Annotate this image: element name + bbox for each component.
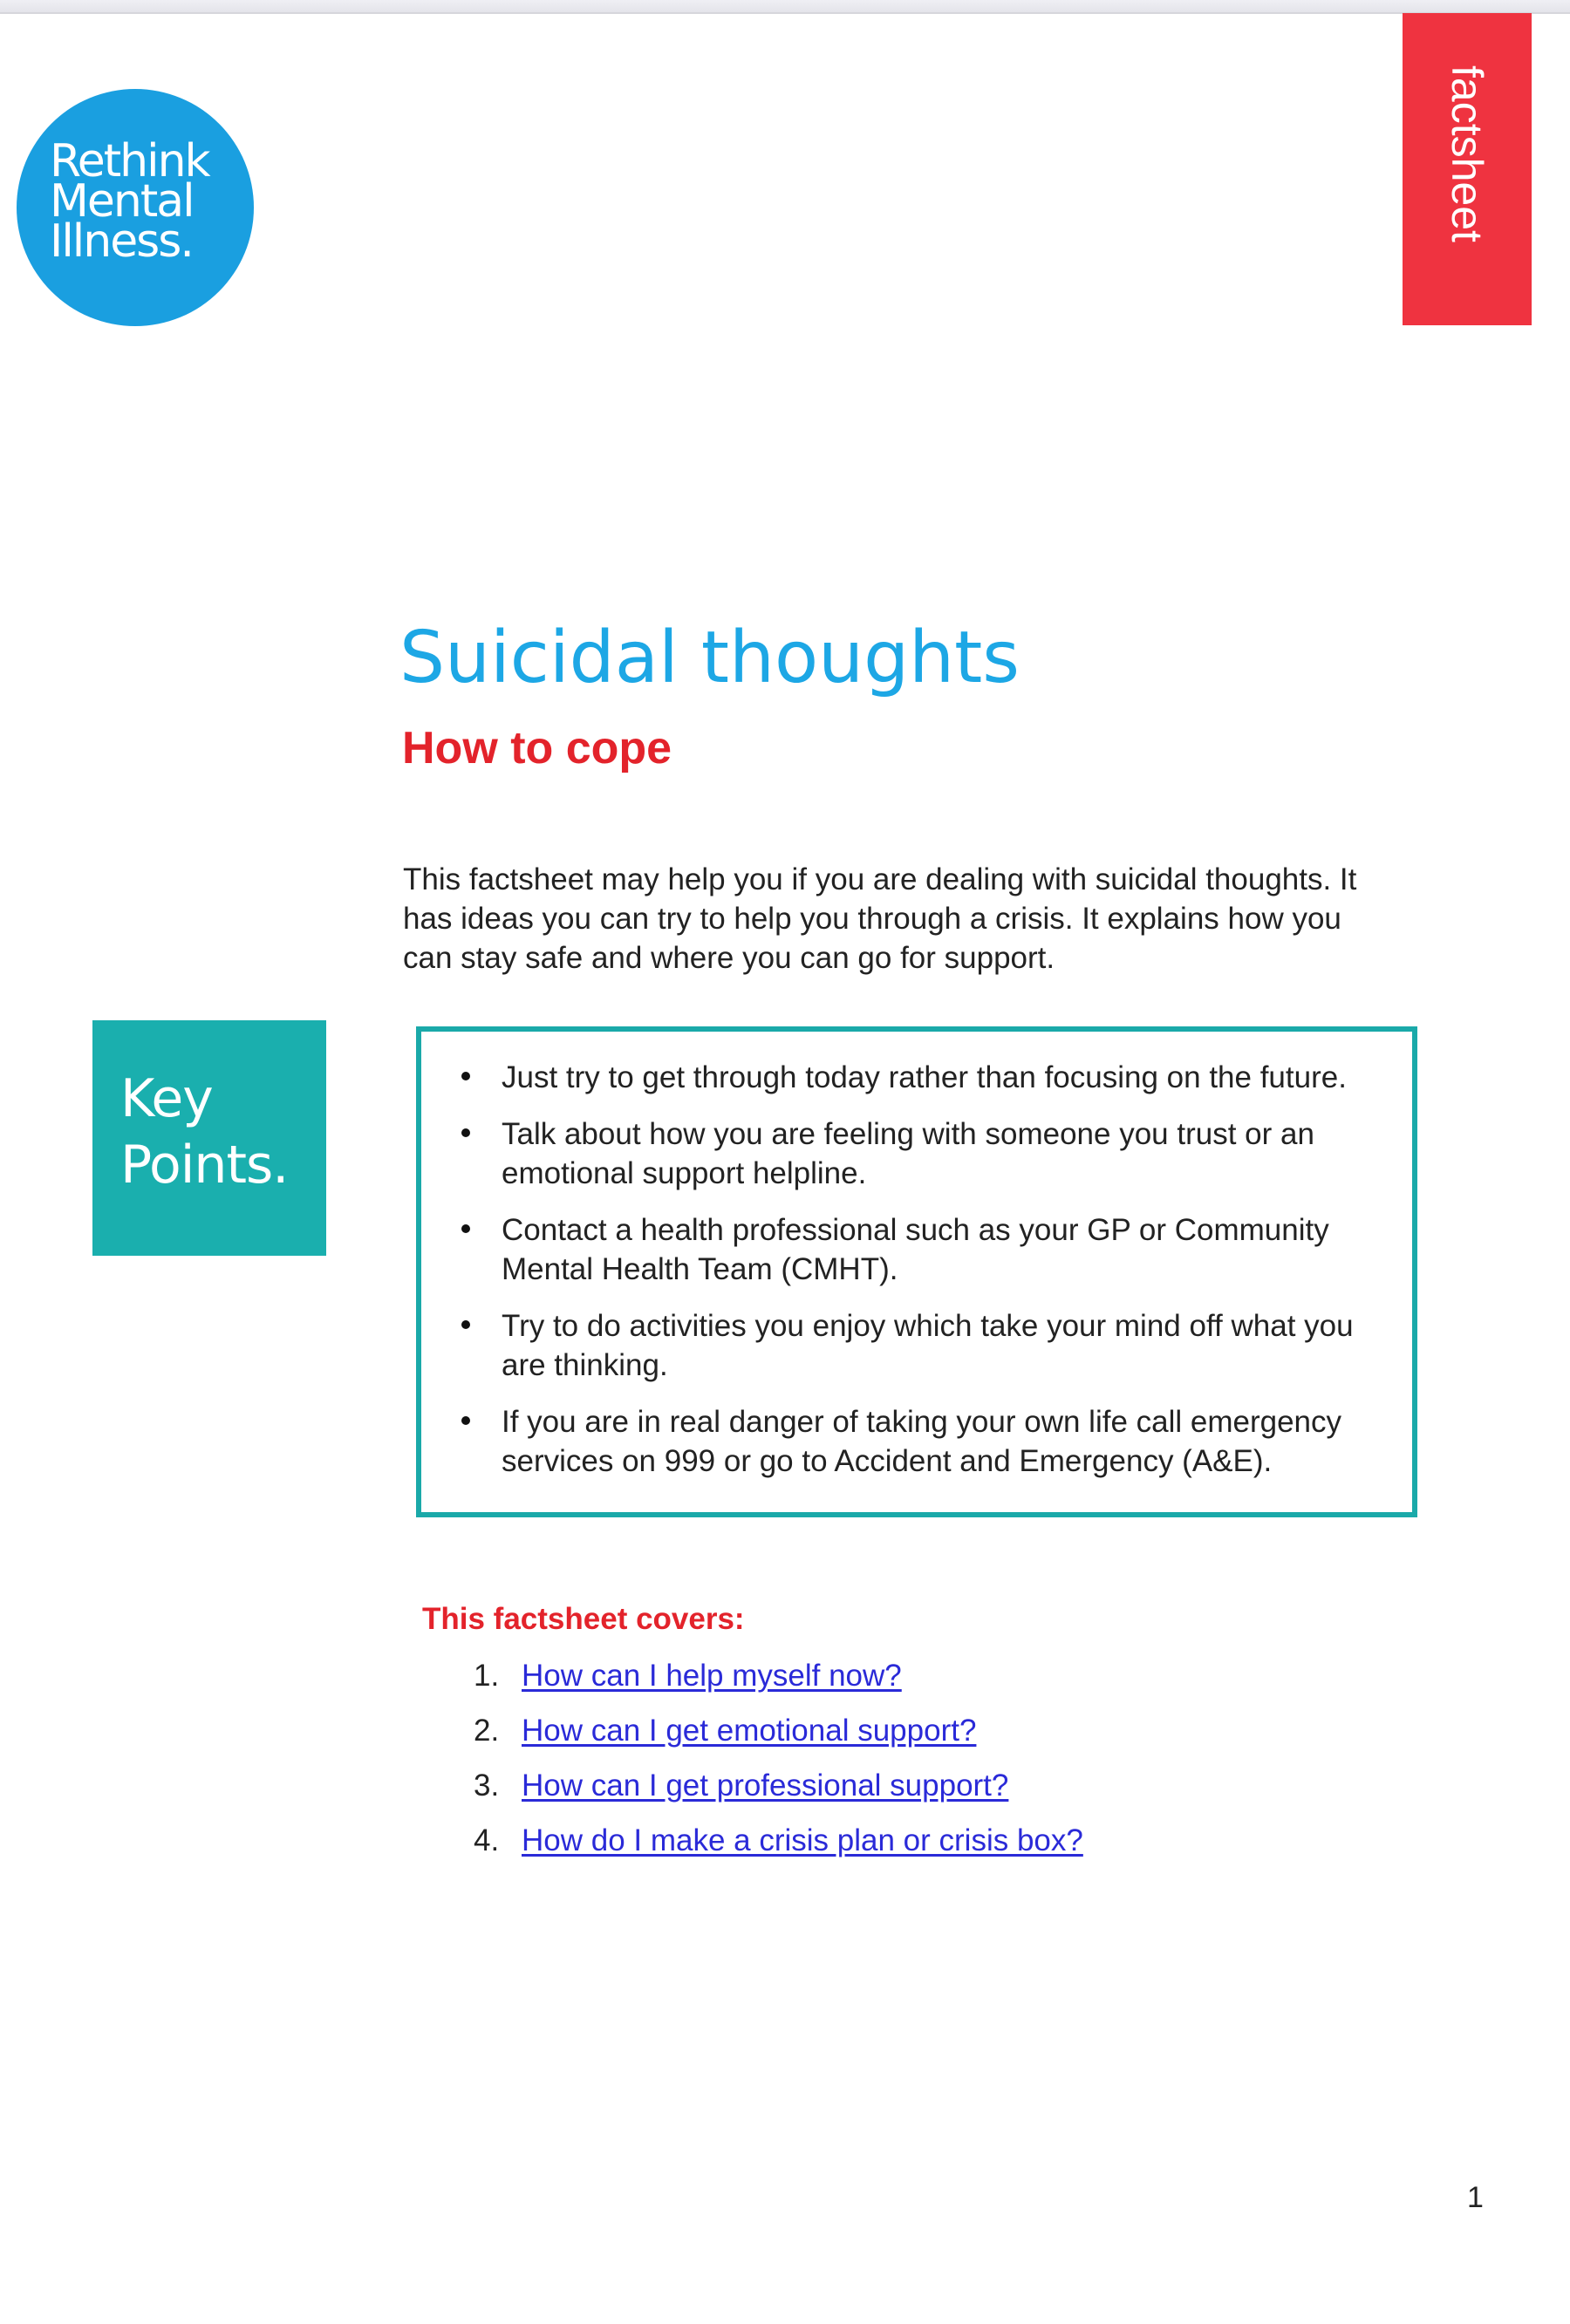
factsheet-tab — [1403, 13, 1532, 325]
key-point-text: services on 999 or go to Accident and Emergency (A&E). — [502, 1444, 1273, 1478]
covers-link-crisis-plan[interactable]: How do I make a crisis plan or crisis box? — [522, 1823, 1083, 1857]
key-point-text: Contact a health professional such as your GP or Community — [502, 1213, 1329, 1247]
key-point-item — [421, 1402, 1354, 1481]
logo-line-3: Illness. — [50, 215, 193, 268]
key-point-item — [421, 1114, 1354, 1193]
list-number: 1. — [474, 1659, 500, 1693]
key-point-item — [421, 1058, 1354, 1097]
rethink-logo — [17, 89, 254, 326]
bullet-icon — [461, 1224, 470, 1233]
key-point-text: Just try to get through today rather than focusing on the future. — [502, 1060, 1347, 1094]
key-point-text: Try to do activities you enjoy which take your mind off what you — [502, 1309, 1354, 1343]
key-point-text: If you are in real danger of taking your own life call emergency — [502, 1405, 1342, 1439]
logo-text — [50, 135, 209, 268]
factsheet-covers-section — [422, 1600, 1083, 1857]
bullet-icon — [461, 1128, 470, 1137]
factsheet-tab-label: factsheet — [1443, 65, 1492, 242]
intro-line: can stay safe and where you can go for support. — [403, 941, 1055, 975]
bullet-icon — [461, 1416, 470, 1425]
key-points-badge — [92, 1020, 326, 1256]
key-points-list — [421, 1058, 1354, 1498]
intro-line: This factsheet may help you if you are dealing with suicidal thoughts. It — [403, 862, 1357, 896]
covers-link-emotional-support[interactable]: How can I get emotional support? — [522, 1714, 977, 1748]
key-points-label-line: Points. — [120, 1135, 289, 1196]
key-points-label-line: Key — [120, 1068, 213, 1129]
page-title: Suicidal thoughts — [399, 617, 1020, 699]
key-points-panel — [416, 1026, 1417, 1517]
list-number: 3. — [474, 1769, 500, 1803]
intro-paragraph — [403, 860, 1467, 978]
bullet-icon — [461, 1072, 470, 1080]
covers-heading: This factsheet covers: — [422, 1602, 745, 1636]
covers-link-help-myself[interactable]: How can I help myself now? — [522, 1659, 902, 1693]
page-subtitle: How to cope — [402, 723, 672, 774]
key-point-text: are thinking. — [502, 1348, 668, 1382]
page-number: 1 — [1467, 2181, 1484, 2214]
key-point-item — [421, 1210, 1354, 1289]
logo-line-1: Rethink — [50, 135, 209, 187]
key-point-text: Talk about how you are feeling with someone you trust or an — [502, 1117, 1314, 1151]
key-point-text: Mental Health Team (CMHT). — [502, 1252, 898, 1286]
list-number: 2. — [474, 1714, 500, 1748]
list-number: 4. — [474, 1823, 500, 1857]
bullet-icon — [461, 1320, 470, 1329]
viewer-top-bar — [0, 0, 1570, 14]
key-point-item — [421, 1306, 1354, 1385]
intro-line: has ideas you can try to help you through a crisis. It explains how you — [403, 902, 1341, 936]
logo-line-2: Mental — [50, 175, 194, 228]
key-points-label — [120, 1066, 288, 1198]
key-point-text: emotional support helpline. — [502, 1156, 867, 1190]
covers-link-professional-support[interactable]: How can I get professional support? — [522, 1769, 1009, 1803]
